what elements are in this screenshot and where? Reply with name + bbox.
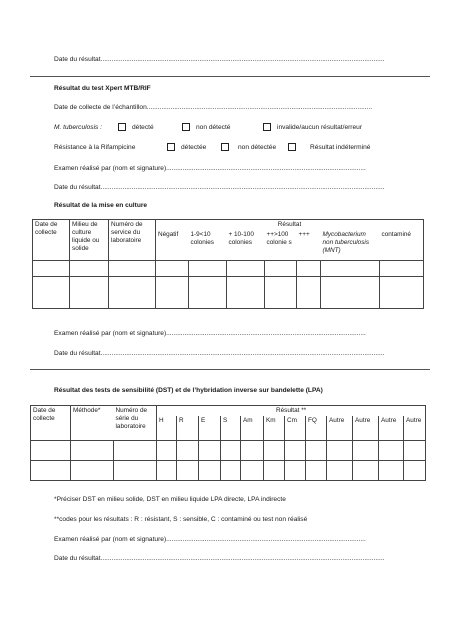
culture-sub-10-100: + 10-100 colonies: [227, 230, 265, 260]
dst-table: [30, 405, 426, 481]
culture-sub-mnt: Mycobacterium non tuberculosis (MNT): [321, 230, 380, 260]
culture-sub-3plus: +++: [297, 230, 321, 260]
xpert-result-date-line: Date du résultat...........................................................................................................................................................: [54, 184, 385, 191]
section-divider: [30, 369, 430, 370]
mtb-not-detected-checkbox[interactable]: [182, 123, 190, 131]
dst-exam-by-line: Examen réalisé par (nom et signature).............................................................................................................: [54, 536, 366, 543]
dst-header-method: Méthode*: [71, 406, 114, 441]
table-row: [33, 260, 424, 276]
dst-sub-fq: FQ: [306, 416, 327, 440]
table-row: [31, 440, 426, 460]
culture-header-collect-date: Date de collecte: [33, 220, 70, 261]
dst-note-codes: **codes pour les résultats : R : résistant, S : sensible, C : contaminé ou test non réalisé: [54, 516, 308, 523]
rif-detected-checkbox[interactable]: [167, 143, 175, 151]
rif-indeterminate-label: Résultat indéterminé: [310, 144, 371, 151]
culture-header-medium: Milieu de culture liquide ou solide: [70, 220, 109, 261]
rif-not-detected-label: non détectée: [238, 144, 277, 151]
table-row: [31, 460, 426, 480]
xpert-collect-date-line: Date de collecte de l’échantillon...........................................................................................................................: [54, 104, 373, 111]
rif-not-detected-checkbox[interactable]: [221, 143, 229, 151]
dst-sub-h: H: [157, 416, 177, 440]
dst-sub-s: S: [221, 416, 241, 440]
dst-sub-cm: Cm: [285, 416, 306, 440]
mtb-label: M. tuberculosis :: [54, 124, 103, 131]
dst-sub-other-1: Autre: [327, 416, 353, 440]
xpert-exam-by-line: Examen réalisé par (nom et signature).............................................................................................................: [54, 165, 366, 172]
culture-sub-1-9: 1-9<10 colonies: [189, 230, 227, 260]
dst-header-series-no: Numéro de série du laboratoire: [114, 406, 157, 441]
dst-sub-other-2: Autre: [353, 416, 379, 440]
culture-table: [32, 219, 424, 309]
dst-title: Résultat des tests de sensibilité (DST) et de l’hybridation inverse sur bandelette (LPA): [54, 387, 323, 394]
culture-title: Résultat de la mise en culture: [54, 202, 148, 209]
mtb-invalid-label: invalide/aucun résultat/erreur: [277, 124, 363, 131]
culture-header-lab-no: Numéro de service du laboratoire: [109, 220, 156, 261]
rif-indeterminate-checkbox[interactable]: [288, 143, 296, 151]
mtb-detected-checkbox[interactable]: [118, 123, 126, 131]
culture-result-date-line: Date du résultat...........................................................................................................................................................: [54, 350, 385, 357]
rif-label: Résistance à la Rifampicine: [54, 144, 136, 151]
dst-result-date-line: Date du résultat...........................................................................................................................................................: [54, 555, 385, 562]
rif-detected-label: détectée: [181, 144, 207, 151]
table-row: [33, 276, 424, 308]
mtb-detected-label: détecté: [132, 124, 154, 131]
dst-header-result: Résultat **: [157, 406, 426, 417]
culture-sub-contaminated: contaminé: [380, 230, 424, 260]
culture-sub-100plus: ++>100 colonie s: [265, 230, 297, 260]
culture-sub-negative: Négatif: [156, 230, 189, 260]
dst-sub-e: E: [199, 416, 221, 440]
mtb-invalid-checkbox[interactable]: [263, 123, 271, 131]
dst-note-method: *Préciser DST en milieu solide, DST en milieu liquide LPA directe, LPA indirecte: [54, 496, 286, 503]
dst-sub-other-3: Autre: [379, 416, 404, 440]
dst-header-collect-date: Date de collecte: [31, 406, 71, 441]
culture-header-result: Résultat: [156, 220, 424, 231]
mtb-not-detected-label: non détecté: [196, 124, 231, 131]
culture-exam-by-line: Examen réalisé par (nom et signature).............................................................................................................: [54, 330, 366, 337]
dst-sub-r: R: [177, 416, 199, 440]
dst-sub-km: Km: [264, 416, 285, 440]
dst-sub-other-4: Autre: [404, 416, 426, 440]
top-result-date-line: Date du résultat...........................................................................................................................................................: [54, 56, 385, 63]
dst-sub-am: Am: [241, 416, 264, 440]
xpert-title: Résultat du test Xpert MTB/RIF: [54, 85, 151, 92]
section-divider: [30, 76, 430, 77]
